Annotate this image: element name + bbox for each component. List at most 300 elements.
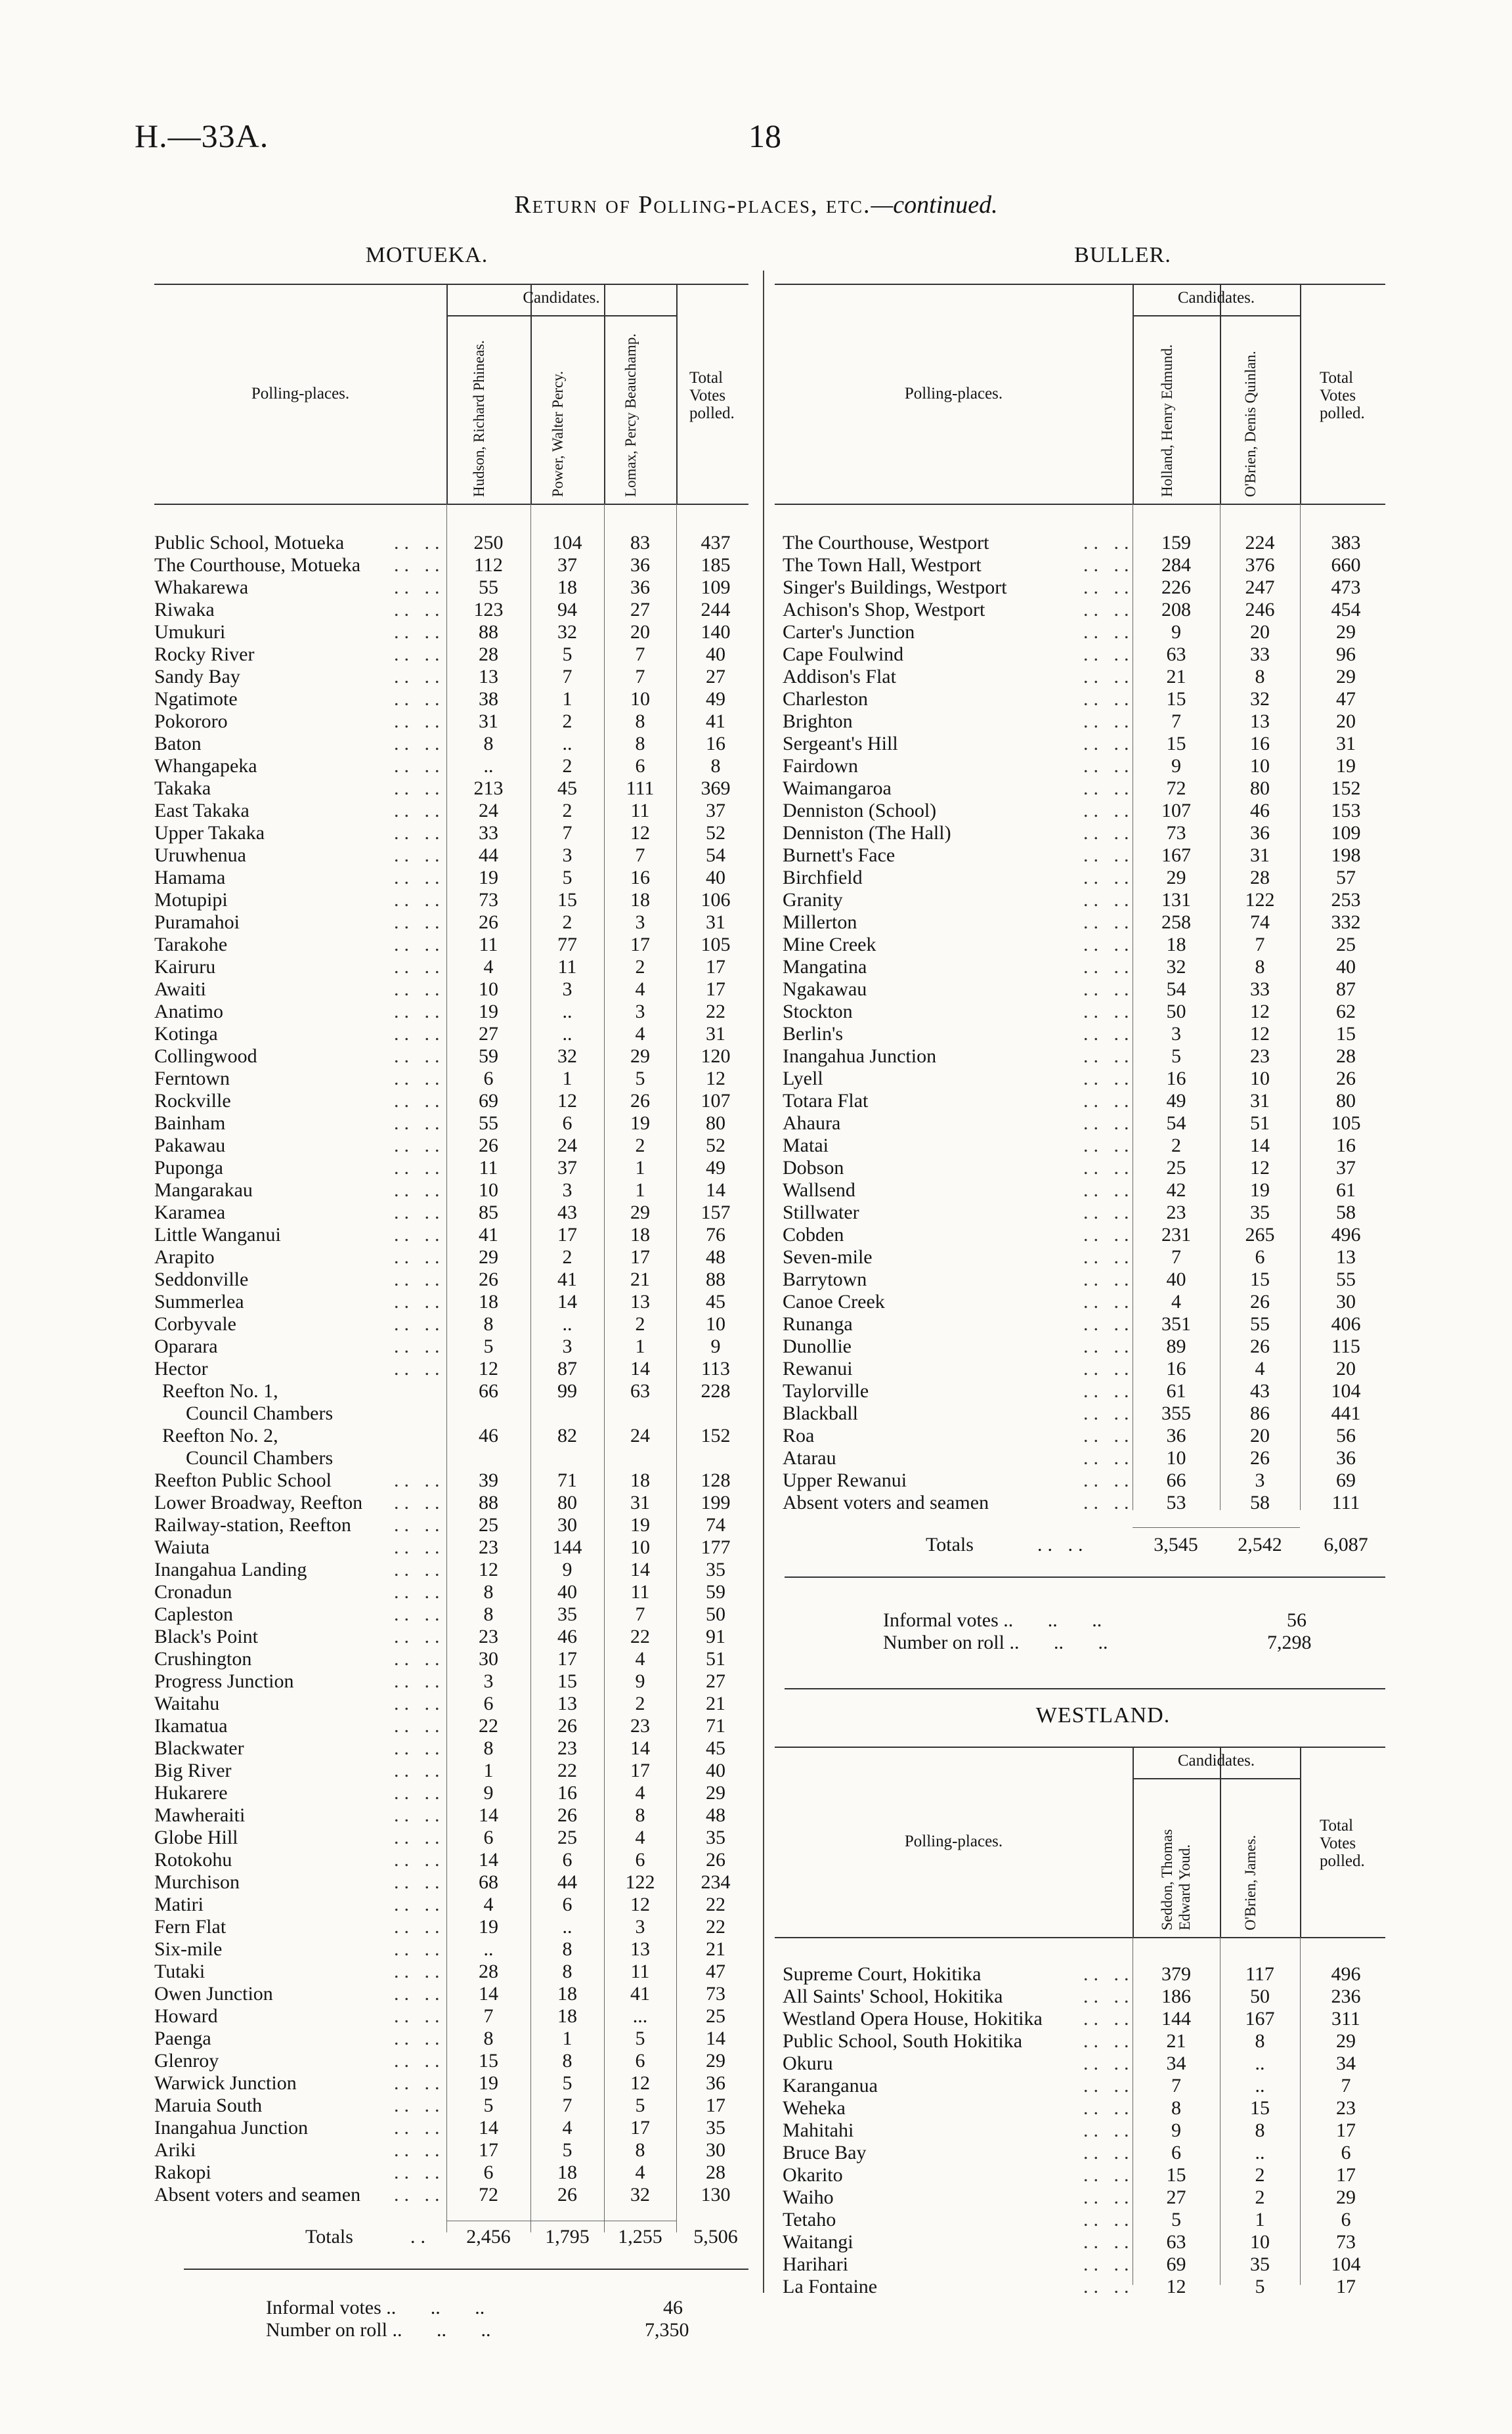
candidate-votes: 14 <box>557 1291 577 1313</box>
table-row <box>775 554 1385 576</box>
polling-place-name-cont: Council Chambers <box>186 1402 334 1424</box>
polling-place-name: Crushington <box>154 1648 252 1670</box>
total-votes: 47 <box>1336 688 1356 710</box>
total-votes: 12 <box>706 1068 725 1089</box>
leader-dots: .. .. <box>1083 1135 1134 1156</box>
total-votes: 17 <box>1336 2119 1356 2141</box>
candidate-votes: 73 <box>479 889 498 911</box>
table-row <box>775 576 1385 599</box>
polling-place-name: Mine Creek <box>783 934 876 955</box>
table-row <box>775 1202 1385 1224</box>
candidate-votes: 11 <box>630 1581 650 1603</box>
total-votes: 6 <box>1341 2209 1351 2230</box>
candidate-votes: 87 <box>557 1358 577 1380</box>
candidate-votes: 8 <box>1255 956 1265 978</box>
candidate-votes: 36 <box>1250 822 1270 844</box>
informal-value: 46 <box>663 2297 683 2318</box>
leader-dots: .. .. <box>394 532 445 554</box>
total-votes: 152 <box>701 1425 731 1446</box>
candidate-votes: 26 <box>557 1804 577 1826</box>
leader-dots: .. .. <box>394 733 445 754</box>
westland-cand-rule <box>1133 1778 1300 1779</box>
leader-dots: .. .. <box>394 1023 445 1045</box>
table-row <box>775 2053 1385 2075</box>
table-row <box>154 978 748 1001</box>
candidate-votes: 36 <box>630 554 650 576</box>
leader-dots: .. .. <box>394 1291 445 1313</box>
polling-place-name: Collingwood <box>154 1045 257 1067</box>
table-row <box>154 844 748 867</box>
candidate-votes: 351 <box>1161 1313 1191 1335</box>
polling-place-name: Owen Junction <box>154 1983 273 2005</box>
candidate-votes: .. <box>562 733 572 754</box>
candidate-votes: 29 <box>1166 867 1186 888</box>
polling-place-name: Bainham <box>154 1112 226 1134</box>
candidate-votes: 7 <box>1171 2075 1181 2097</box>
candidate-votes: 10 <box>1250 2231 1270 2253</box>
total-votes: 55 <box>1336 1269 1356 1290</box>
total-votes: 228 <box>701 1380 731 1402</box>
informal-label: Informal votes .. .. .. <box>266 2297 485 2318</box>
total-votes: 37 <box>1336 1157 1356 1179</box>
total-votes: 40 <box>1336 956 1356 978</box>
candidate-votes: 32 <box>1166 956 1186 978</box>
westland-candidate-name: Seddon, Thomas Edward Youd. <box>1158 1829 1193 1930</box>
candidate-votes: 122 <box>625 1871 655 1893</box>
total-votes: 36 <box>706 2072 725 2094</box>
motueka-total-head <box>689 369 768 422</box>
candidate-votes: 16 <box>1166 1068 1186 1089</box>
polling-place-name: Mawheraiti <box>154 1804 246 1826</box>
candidate-votes: 8 <box>483 1581 494 1603</box>
leader-dots: .. .. <box>394 1559 445 1580</box>
leader-dots: .. .. <box>394 2139 445 2161</box>
candidate-votes: 17 <box>479 2139 498 2161</box>
total-votes: 16 <box>706 733 725 754</box>
candidate-votes: 4 <box>1255 1358 1265 1380</box>
candidate-votes: 12 <box>1250 1001 1270 1022</box>
candidate-votes: 19 <box>479 1001 498 1022</box>
leader-dots: .. .. <box>1083 2186 1134 2208</box>
candidate-votes: 27 <box>630 599 650 620</box>
candidate-votes: 2 <box>1255 2164 1265 2186</box>
table-row <box>154 2184 748 2206</box>
candidate-votes: 8 <box>483 1313 494 1335</box>
table-row <box>775 1447 1385 1469</box>
table-row <box>775 777 1385 800</box>
total-votes: 29 <box>706 2050 725 2072</box>
motueka-head-rule <box>154 504 748 505</box>
leader-dots: .. .. <box>1083 2209 1134 2230</box>
candidate-votes: 355 <box>1161 1402 1191 1424</box>
candidate-votes: 12 <box>1250 1023 1270 1045</box>
westland-total-head-word: Votes <box>1320 1835 1356 1852</box>
polling-place-name: Takaka <box>154 777 211 799</box>
candidate-votes: 5 <box>635 2095 645 2116</box>
table-row <box>154 1045 748 1068</box>
candidate-votes: 144 <box>552 1536 582 1558</box>
leader-dots: .. .. <box>394 1626 445 1647</box>
leader-dots: .. .. <box>394 1916 445 1938</box>
candidate-votes: 26 <box>630 1090 650 1112</box>
polling-place-name: Little Wanganui <box>154 1224 281 1246</box>
total-votes: 29 <box>1336 2186 1356 2208</box>
polling-place-name: Denniston (The Hall) <box>783 822 951 844</box>
polling-place-name: Railway-station, Reefton <box>154 1514 351 1536</box>
table-row <box>154 643 748 666</box>
candidate-votes: 18 <box>630 1224 650 1246</box>
leader-dots: .. .. <box>1083 532 1134 554</box>
table-row <box>154 1291 748 1313</box>
table-row <box>775 1246 1385 1269</box>
leader-dots: .. .. <box>1083 1112 1134 1134</box>
buller-total-head <box>1320 369 1398 422</box>
candidate-votes: 6 <box>635 755 645 777</box>
table-row <box>154 2050 748 2072</box>
table-row <box>154 1648 748 1670</box>
candidate-votes: 35 <box>1250 1202 1270 1223</box>
candidate-votes: 44 <box>557 1871 577 1893</box>
candidate-votes: 2 <box>562 755 572 777</box>
table-row <box>154 1693 748 1715</box>
leader-dots: .. .. <box>394 1112 445 1134</box>
leader-dots: .. .. <box>1083 2008 1134 2030</box>
leader-dots: .. <box>410 2226 431 2248</box>
leader-dots: .. .. <box>1083 1157 1134 1179</box>
polling-place-name: East Takaka <box>154 800 249 821</box>
candidate-votes: 4 <box>635 1827 645 1848</box>
table-row <box>154 710 748 733</box>
candidate-votes: 37 <box>557 1157 577 1179</box>
candidate-votes: 3 <box>1255 1469 1265 1491</box>
leader-dots: .. .. <box>1037 1534 1089 1555</box>
candidate-votes: 45 <box>557 777 577 799</box>
polling-place-name: Oparara <box>154 1336 218 1357</box>
candidate-votes: 10 <box>479 1179 498 1201</box>
total-votes: 244 <box>701 599 731 620</box>
candidate-votes: 20 <box>1250 621 1270 643</box>
total-votes: 51 <box>706 1648 725 1670</box>
candidate-votes: 14 <box>1250 1135 1270 1156</box>
motueka-polling-head: Polling-places. <box>251 384 350 402</box>
leader-dots: .. .. <box>394 554 445 576</box>
table-row <box>154 1916 748 1938</box>
table-row <box>775 2253 1385 2276</box>
total-votes: 21 <box>706 1938 725 1960</box>
table-row <box>154 1001 748 1023</box>
polling-place-name: La Fontaine <box>783 2276 878 2297</box>
candidate-votes: 1 <box>562 688 572 710</box>
candidate-votes: 10 <box>630 1536 650 1558</box>
leader-dots: .. .. <box>1083 1425 1134 1446</box>
candidate-votes: 6 <box>635 1849 645 1871</box>
leader-dots: .. .. <box>1083 643 1134 665</box>
westland-col-divider <box>1300 1747 1301 1937</box>
polling-place-name: Rakopi <box>154 2162 211 2183</box>
candidate-votes: 99 <box>557 1380 577 1402</box>
leader-dots: .. .. <box>394 688 445 710</box>
table-row <box>775 2075 1385 2097</box>
leader-dots: .. .. <box>1083 2276 1134 2297</box>
total-votes: 48 <box>706 1804 725 1826</box>
table-row <box>775 1224 1385 1246</box>
polling-place-name: Mangarakau <box>154 1179 253 1201</box>
candidate-votes: 31 <box>1250 1090 1270 1112</box>
total-votes: 30 <box>1336 1291 1356 1313</box>
table-row <box>775 2097 1385 2119</box>
table-row <box>154 1827 748 1849</box>
candidate-votes: 4 <box>635 1648 645 1670</box>
candidate-votes: 12 <box>630 822 650 844</box>
polling-place-name: Warwick Junction <box>154 2072 297 2094</box>
candidate-votes: 68 <box>479 1871 498 1893</box>
candidate-votes: 23 <box>630 1715 650 1737</box>
leader-dots: .. .. <box>394 911 445 933</box>
candidate-votes: 51 <box>1250 1112 1270 1134</box>
candidate-votes: 11 <box>630 800 650 821</box>
polling-place-name: Whangapeka <box>154 755 257 777</box>
candidate-votes: 9 <box>1171 755 1181 777</box>
candidate-votes: 12 <box>630 1894 650 1915</box>
total-votes: 383 <box>1331 532 1361 554</box>
total-votes: 37 <box>706 800 725 821</box>
buller-top-rule <box>775 284 1385 285</box>
polling-place-name: Fairdown <box>783 755 858 777</box>
candidate-votes: 88 <box>479 1492 498 1513</box>
candidate-votes: 5 <box>562 2072 572 2094</box>
candidate-votes: 6 <box>483 1827 494 1848</box>
total-votes: 23 <box>1336 2097 1356 2119</box>
leader-dots: .. .. <box>394 1313 445 1335</box>
total-votes: 52 <box>706 822 725 844</box>
polling-place-name-cont: Council Chambers <box>186 1447 334 1469</box>
candidate-votes: 46 <box>1250 800 1270 821</box>
table-row <box>154 1469 748 1492</box>
polling-place-name: Pakawau <box>154 1135 226 1156</box>
total-votes: 29 <box>1336 666 1356 687</box>
table-row <box>154 956 748 978</box>
total-votes: 96 <box>1336 643 1356 665</box>
candidate-votes: 5 <box>1171 2209 1181 2230</box>
table-row <box>154 1313 748 1336</box>
polling-place-name: Reefton No. 2, <box>162 1425 278 1446</box>
candidate-votes: 35 <box>1250 2253 1270 2275</box>
candidate-votes: 20 <box>630 621 650 643</box>
candidate-votes: 19 <box>1250 1179 1270 1201</box>
candidate-votes: 43 <box>1250 1380 1270 1402</box>
table-row <box>775 2186 1385 2209</box>
candidate-votes: 1 <box>635 1157 645 1179</box>
total-votes: 105 <box>701 934 731 955</box>
buller-title: BULLER. <box>1074 243 1171 267</box>
table-row <box>154 576 748 599</box>
candidate-votes: 32 <box>557 1045 577 1067</box>
polling-place-name: Black's Point <box>154 1626 258 1647</box>
candidate-votes: 167 <box>1245 2008 1275 2030</box>
polling-place-name: Charleston <box>783 688 868 710</box>
table-row <box>154 733 748 755</box>
total-votes: 61 <box>1336 1179 1356 1201</box>
polling-place-name: Uruwhenua <box>154 844 246 866</box>
polling-place-name: Absent voters and seamen <box>783 1492 989 1513</box>
candidate-votes: 6 <box>1171 2142 1181 2163</box>
candidate-votes: 7 <box>635 844 645 866</box>
candidate-votes: 73 <box>1166 822 1186 844</box>
candidate-votes: 38 <box>479 688 498 710</box>
polling-place-name: Ikamatua <box>154 1715 228 1737</box>
polling-place-name: Inangahua Landing <box>154 1559 307 1580</box>
table-row <box>154 688 748 710</box>
candidate-votes: 111 <box>626 777 655 799</box>
candidate-votes: 54 <box>1166 1112 1186 1134</box>
leader-dots: .. .. <box>1083 1380 1134 1402</box>
candidate-votes: 2 <box>562 911 572 933</box>
leader-dots: .. .. <box>394 1670 445 1692</box>
candidate-votes: 8 <box>483 2028 494 2049</box>
candidate-votes: 74 <box>1250 911 1270 933</box>
leader-dots: .. .. <box>1083 1179 1134 1201</box>
table-row <box>775 1313 1385 1336</box>
table-row <box>775 599 1385 621</box>
polling-place-name: Cobden <box>783 1224 844 1246</box>
leader-dots: .. .. <box>1083 1224 1134 1246</box>
candidate-votes: 44 <box>479 844 498 866</box>
polling-place-name: Roa <box>783 1425 815 1446</box>
total-votes: 62 <box>1336 1001 1356 1022</box>
polling-place-name: Burnett's Face <box>783 844 896 866</box>
candidate-votes: 167 <box>1161 844 1191 866</box>
table-row <box>775 755 1385 777</box>
leader-dots: .. .. <box>1083 2119 1134 2141</box>
candidate-votes: .. <box>483 1938 494 1960</box>
polling-place-name: Matiri <box>154 1894 204 1915</box>
informal-label: Informal votes .. .. .. <box>883 1609 1102 1631</box>
polling-place-name: Public School, Motueka <box>154 532 345 554</box>
total-votes: 496 <box>1331 1963 1361 1985</box>
candidate-votes: 49 <box>1166 1090 1186 1112</box>
westland-candidate-name: O'Brien, James. <box>1242 1835 1259 1930</box>
candidate-votes: 16 <box>1250 733 1270 754</box>
roll-label: Number on roll .. .. .. <box>266 2319 491 2341</box>
candidate-votes: 9 <box>635 1670 645 1692</box>
candidate-votes: 1 <box>562 2028 572 2049</box>
candidate-votes: 15 <box>1166 733 1186 754</box>
candidate-votes: 4 <box>635 1782 645 1804</box>
roll-label: Number on roll .. .. .. <box>883 1632 1108 1653</box>
total-votes: 109 <box>1331 822 1361 844</box>
candidate-votes: 15 <box>557 889 577 911</box>
table-row <box>775 956 1385 978</box>
leader-dots: .. .. <box>394 1246 445 1268</box>
candidate-votes: 33 <box>1250 643 1270 665</box>
total-votes: 49 <box>706 1157 725 1179</box>
leader-dots: .. .. <box>394 889 445 911</box>
subtitle-main: Return of Polling-places, etc. <box>514 191 871 219</box>
total-votes: 45 <box>706 1291 725 1313</box>
candidate-votes: 8 <box>562 1938 572 1960</box>
candidate-votes: 63 <box>630 1380 650 1402</box>
table-row <box>154 2162 748 2184</box>
candidate-votes: 7 <box>1171 710 1181 732</box>
table-row <box>775 1336 1385 1358</box>
candidate-votes: 86 <box>1250 1402 1270 1424</box>
candidate-votes: 5 <box>483 2095 494 2116</box>
polling-place-name: Inangahua Junction <box>154 2117 309 2139</box>
leader-dots: .. .. <box>394 2184 445 2206</box>
candidate-votes: 23 <box>1166 1202 1186 1223</box>
table-row <box>775 2209 1385 2231</box>
candidate-votes: 40 <box>557 1581 577 1603</box>
candidate-votes: 19 <box>630 1514 650 1536</box>
candidate-votes: 159 <box>1161 532 1191 554</box>
table-row <box>775 733 1385 755</box>
table-row <box>775 532 1385 554</box>
candidate-votes: 14 <box>479 1849 498 1871</box>
candidate-votes: 32 <box>1250 688 1270 710</box>
candidate-votes: 61 <box>1166 1380 1186 1402</box>
candidate-votes: 24 <box>557 1135 577 1156</box>
buller-head-rule <box>775 504 1385 505</box>
polling-place-name: Globe Hill <box>154 1827 238 1848</box>
leader-dots: .. .. <box>1083 934 1134 955</box>
polling-place-name: Arapito <box>154 1246 215 1268</box>
candidate-votes: 5 <box>635 2028 645 2049</box>
total-votes: 71 <box>706 1715 725 1737</box>
total-votes: 87 <box>1336 978 1356 1000</box>
table-row <box>154 2095 748 2117</box>
table-row <box>154 666 748 688</box>
candidate-votes: 17 <box>557 1648 577 1670</box>
leader-dots: .. .. <box>394 599 445 620</box>
total-votes: 35 <box>706 1559 725 1580</box>
candidate-votes: 33 <box>479 822 498 844</box>
table-row <box>154 554 748 576</box>
total-votes: 198 <box>1331 844 1361 866</box>
polling-place-name: Okuru <box>783 2053 833 2074</box>
candidate-votes: 26 <box>557 2184 577 2206</box>
polling-place-name: Inangahua Junction <box>783 1045 937 1067</box>
candidate-votes: 17 <box>630 1760 650 1781</box>
table-row <box>775 2030 1385 2053</box>
candidate-votes: .. <box>1255 2142 1265 2163</box>
polling-place-name: Dobson <box>783 1157 844 1179</box>
total-votes: 36 <box>1336 1447 1356 1469</box>
total-votes: 47 <box>706 1961 725 1982</box>
candidate-votes: 55 <box>479 576 498 598</box>
table-row <box>775 911 1385 934</box>
candidate-votes: 46 <box>479 1425 498 1446</box>
polling-place-name: Dunollie <box>783 1336 852 1357</box>
candidate-votes: 107 <box>1161 800 1191 821</box>
candidate-votes: 4 <box>635 1023 645 1045</box>
polling-place-name: Awaiti <box>154 978 206 1000</box>
total-votes: 73 <box>706 1983 725 2005</box>
candidate-votes: 5 <box>1171 1045 1181 1067</box>
total-votes: 177 <box>701 1536 731 1558</box>
candidate-votes: 15 <box>557 1670 577 1692</box>
leader-dots: .. .. <box>394 1469 445 1491</box>
leader-dots: .. .. <box>394 1224 445 1246</box>
polling-place-name: Brighton <box>783 710 853 732</box>
candidate-votes: 24 <box>630 1425 650 1446</box>
motueka-col-divider <box>446 284 448 504</box>
candidate-votes: .. <box>562 1916 572 1938</box>
table-row <box>775 1112 1385 1135</box>
candidate-votes: 10 <box>630 688 650 710</box>
buller-cand-rule <box>1133 315 1300 316</box>
polling-place-name: Murchison <box>154 1871 240 1893</box>
total-votes: 10 <box>706 1313 725 1335</box>
